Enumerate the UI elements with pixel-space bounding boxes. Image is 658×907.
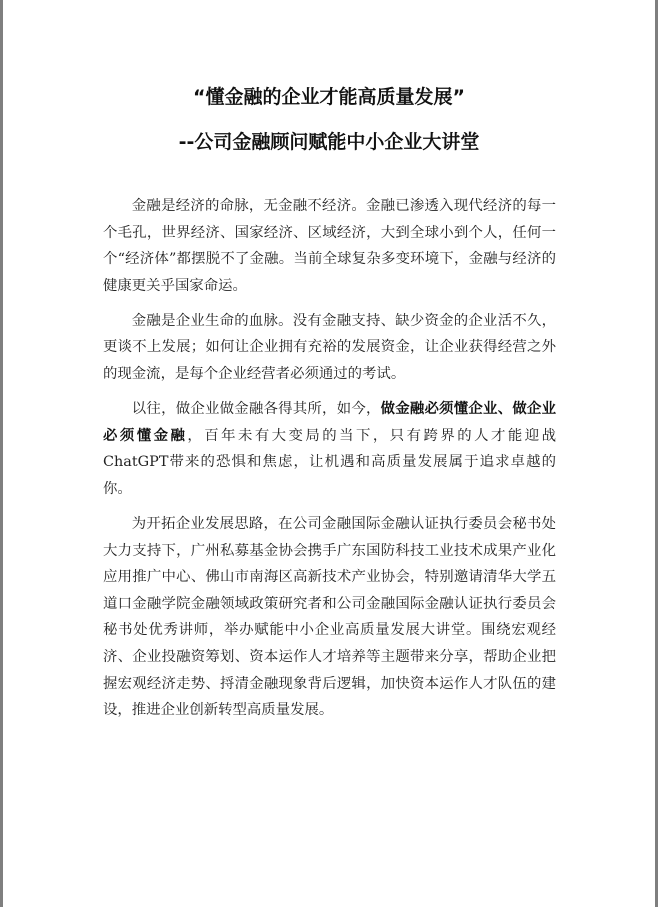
paragraph-3-bold-text: 做金融必须懂企业、做企业必须懂金融: [103, 401, 556, 444]
document-title: “懂金融的企业才能高质量发展”: [193, 86, 465, 108]
paragraph-3-text-before: 以往，做企业做金融各得其所，如今，: [131, 401, 381, 418]
document-subtitle: --公司金融顾问赋能中小企业大讲堂: [178, 131, 480, 153]
paragraph-1: 金融是经济的命脉，无金融不经济。金融已渗透入现代经济的每一个毛孔，世界经济、国家经济、区域经济，大到全球小到个人，任何一个“经济体”都摆脱不了金融。当前全球复杂多变环境下，金融与经济的健康更关乎国家命运。: [103, 198, 556, 294]
document-page: [3, 0, 655, 907]
paragraph-2: 金融是企业生命的血脉。没有金融支持、缺少资金的企业活不久，更谈不上发展；如何让企业拥有充裕的发展资金，让企业获得经营之外的现金流，是每个企业经营者必须通过的考试。: [103, 312, 556, 383]
document-body: [103, 193, 556, 732]
paragraph-3-text-after: ，百年未有大变局的当下，只有跨界的人才能迎战ChatGPT带来的恐惧和焦虑，让机遇和高质量发展属于追求卓越的你。: [103, 427, 556, 497]
paragraph-4: 为开拓企业发展思路，在公司金融国际金融认证执行委员会秘书处大力支持下，广州私募基金协会携手广东国防科技工业技术成果产业化应用推广中心、佛山市南海区高新技术产业协会，特别邀请清华大学五道口金融学院金融领域政策研究者和公司金融国际金融认证执行委员会秘书处优秀讲师，举办赋能中小企业高质量发展大讲堂。围绕宏观经济、企业投融资筹划、资本运作人才培养等主题带来分享，帮助企业把握宏观经济走势、捋清金融现象背后逻辑，加快资本运作人才队伍的建设，推进企业创新转型高质量发展。: [103, 516, 556, 719]
paragraph-3: [103, 396, 556, 502]
